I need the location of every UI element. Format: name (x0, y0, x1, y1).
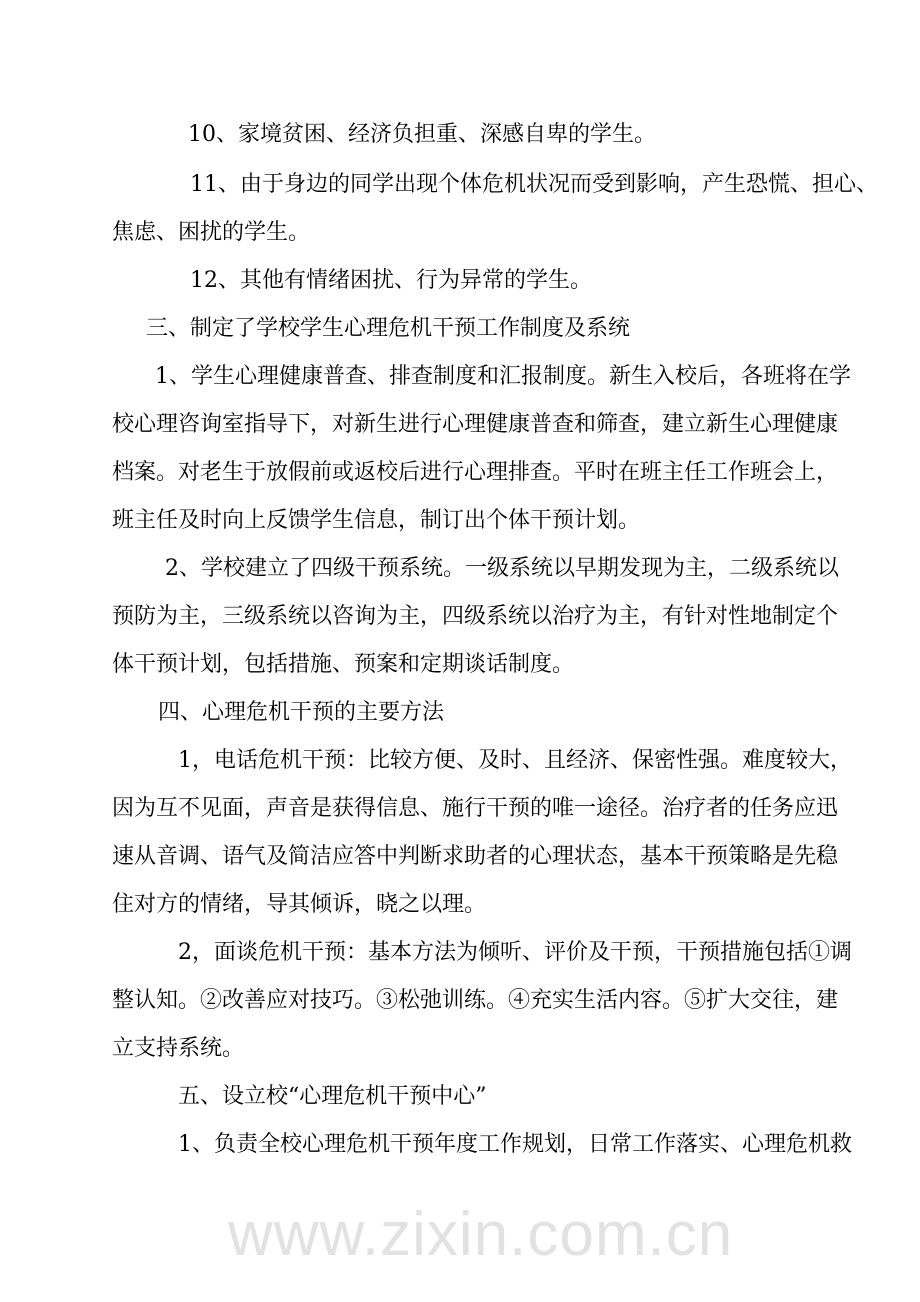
paragraph-line: 立支持系统。 (112, 1036, 245, 1061)
paragraph-line: 2、学校建立了四级干预系统。一级系统以早期发现为主，二级系统以 (165, 556, 839, 581)
paragraph-line: 1、负责全校心理危机干预年度工作规划，日常工作落实、心理危机救 (178, 1132, 852, 1157)
paragraph-line: 档案。对老生于放假前或返校后进行心理排查。平时在班主任工作班会上， (112, 460, 839, 485)
list-item-10: 10、家境贫困、经济负担重、深感自卑的学生。 (188, 122, 656, 147)
paragraph-line: 预防为主，三级系统以咨询为主，四级系统以治疗为主，有针对性地制定个 (112, 604, 839, 629)
paragraph-line: 班主任及时向上反馈学生信息，制订出个体干预计划。 (112, 508, 641, 533)
list-item-11: 11、由于身边的同学出现个体危机状况而受到影响，产生恐慌、担心、 (190, 172, 878, 197)
paragraph-line: 校心理咨询室指导下，对新生进行心理健康普查和筛查，建立新生心理健康 (112, 412, 839, 437)
paragraph-line: 因为互不见面，声音是获得信息、施行干预的唯一途径。治疗者的任务应迅 (112, 796, 839, 821)
paragraph-line: 整认知。②改善应对技巧。③松弛训练。④充实生活内容。⑤扩大交往，建 (112, 988, 839, 1013)
paragraph-line: 1、学生心理健康普查、排查制度和汇报制度。新生入校后，各班将在学 (155, 364, 851, 389)
paragraph-line: 住对方的情绪，导其倾诉，晓之以理。 (112, 892, 487, 917)
paragraph-line: 1，电话危机干预：比较方便、及时、且经济、保密性强。难度较大， (178, 748, 852, 773)
section-heading-5: 五、设立校“心理危机干预中心” (178, 1084, 487, 1109)
paragraph-line: 速从音调、语气及简洁应答中判断求助者的心理状态，基本干预策略是先稳 (112, 844, 839, 869)
paragraph-line: 体干预计划，包括措施、预案和定期谈话制度。 (112, 652, 575, 677)
paragraph-line: 2，面谈危机干预：基本方法为倾听、评价及干预，干预措施包括①调 (178, 940, 852, 965)
section-heading-3: 三、制定了学校学生心理危机干预工作制度及系统 (146, 316, 631, 341)
section-heading-4: 四、心理危机干预的主要方法 (158, 700, 445, 725)
list-item-12: 12、其他有情绪困扰、行为异常的学生。 (190, 268, 592, 293)
list-item-11-cont: 焦虑、困扰的学生。 (112, 220, 311, 245)
watermark: www.zixin.com.cn (228, 1200, 734, 1269)
